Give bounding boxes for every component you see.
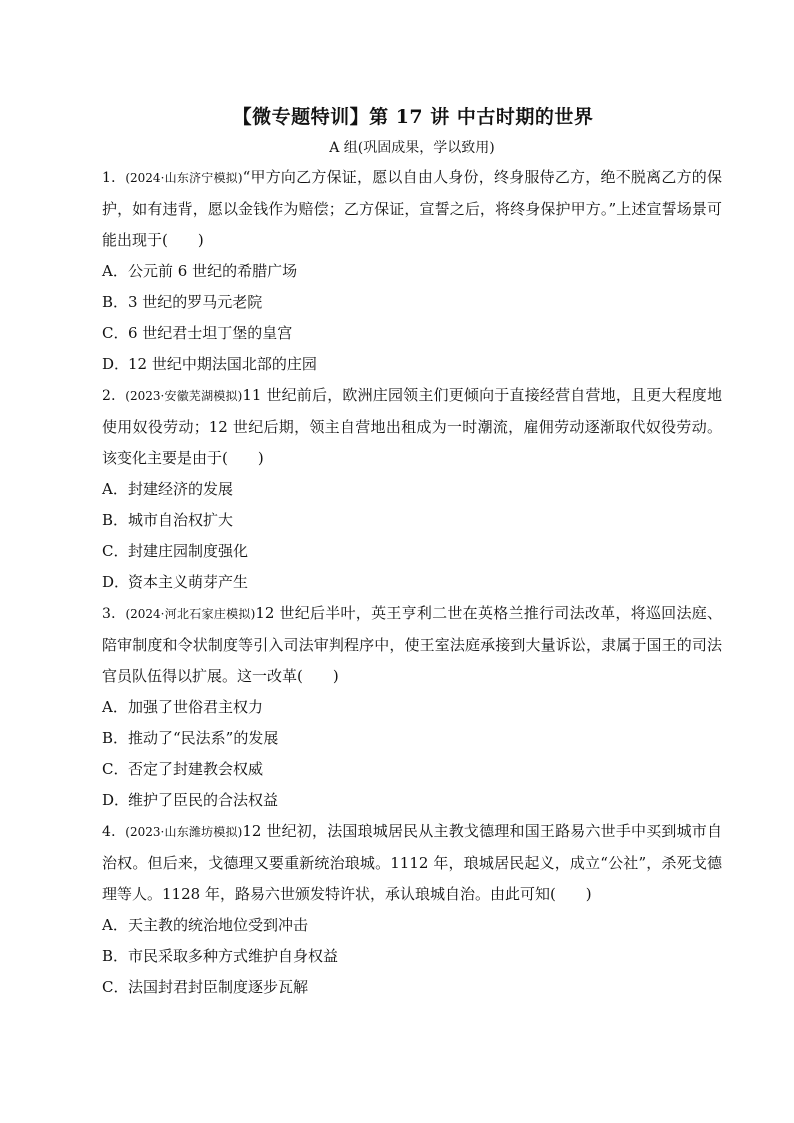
option-text: 天主教的统治地位受到冲击 [128, 916, 309, 934]
answer-option [102, 692, 722, 723]
question-item [102, 162, 722, 380]
option-letter: B． [102, 293, 129, 311]
question-source: (2024·河北石家庄模拟) [125, 607, 256, 621]
question-source: (2024·山东济宁模拟) [125, 171, 243, 185]
answer-option [102, 941, 722, 972]
document-page [102, 104, 722, 1003]
answer-option [102, 505, 722, 536]
option-letter: D． [102, 791, 130, 809]
question-stem [102, 598, 722, 692]
answer-option [102, 318, 722, 349]
option-letter: B． [102, 947, 129, 965]
option-text: 资本主义萌芽产生 [128, 573, 249, 591]
option-letter: D． [102, 355, 130, 373]
question-item [102, 598, 722, 816]
option-text: 6 世纪君士坦丁堡的皇宫 [128, 324, 293, 342]
question-text: 12 世纪后半叶，英王亨利二世在英格兰推行司法改革，将巡回法庭、陪审制度和令状制度等引入司法审判程序中，使王室法庭承接到大量诉讼，隶属于国王的司法官员队伍得以扩展。这一改革( ) [102, 604, 722, 685]
option-text: 加强了世俗君主权力 [128, 698, 264, 716]
question-text: 11 世纪前后，欧洲庄园领主们更倾向于直接经营自营地，且更大程度地使用奴役劳动；12 世纪后期，领主自营地出租成为一时潮流，雇佣劳动逐渐取代奴役劳动。该变化主要是由于( ) [102, 386, 723, 467]
option-letter: A． [102, 698, 128, 716]
answer-option [102, 567, 722, 598]
question-source: (2023·安徽芜湖模拟) [125, 389, 243, 403]
option-letter: B． [102, 729, 129, 747]
question-number: 2． [102, 388, 126, 404]
answer-option [102, 723, 722, 754]
answer-option [102, 754, 722, 785]
question-list [102, 162, 722, 1003]
option-letter: C． [102, 978, 129, 996]
document-title: 【微专题特训】第 17 讲 中古时期的世界 [232, 106, 594, 128]
question-number: 4． [102, 824, 126, 840]
option-letter: C． [102, 324, 129, 342]
option-letter: C． [102, 542, 129, 560]
option-letter: C． [102, 760, 129, 778]
option-text: 维护了臣民的合法权益 [128, 791, 279, 809]
question-number: 1． [102, 170, 126, 186]
question-stem [102, 816, 722, 910]
option-letter: A． [102, 480, 128, 498]
answer-option [102, 910, 722, 941]
option-text: 推动了“民法系”的发展 [128, 729, 279, 747]
question-text: 12 世纪初，法国琅城居民从主教戈德理和国王路易六世手中买到城市自治权。但后来，戈德理又要重新统治琅城。1112 年，琅城居民起义，成立“公社”，杀死戈德理等人。1128 年，路易六世颁发特许状，承认琅城自治。由此可知( ) [102, 822, 723, 903]
answer-option [102, 972, 722, 1003]
question-item [102, 816, 722, 1003]
question-stem [102, 162, 722, 256]
answer-option [102, 474, 722, 505]
answer-option [102, 349, 722, 380]
option-text: 封建经济的发展 [128, 480, 234, 498]
section-subtitle: A 组(巩固成果，学以致用) [329, 140, 495, 156]
question-stem [102, 380, 722, 474]
option-letter: B． [102, 511, 129, 529]
option-text: 市民采取多种方式维护自身权益 [128, 947, 339, 965]
question-item [102, 380, 722, 598]
option-letter: A． [102, 262, 128, 280]
question-number: 3． [102, 606, 126, 622]
option-text: 公元前 6 世纪的希腊广场 [128, 262, 298, 280]
option-text: 3 世纪的罗马元老院 [128, 293, 263, 311]
question-source: (2023·山东潍坊模拟) [125, 825, 243, 839]
option-letter: D． [102, 573, 130, 591]
option-text: 封建庄园制度强化 [128, 542, 249, 560]
question-text: “甲方向乙方保证，愿以自由人身份，终身服侍乙方，绝不脱离乙方的保护，如有违背，愿以金钱作为赔偿；乙方保证，宣誓之后，将终身保护甲方。”上述宣誓场景可能出现于( ) [102, 168, 722, 249]
answer-option [102, 785, 722, 816]
option-text: 12 世纪中期法国北部的庄园 [128, 355, 317, 373]
answer-option [102, 256, 722, 287]
option-text: 法国封君封臣制度逐步瓦解 [128, 978, 309, 996]
answer-option [102, 536, 722, 567]
option-letter: A． [102, 916, 128, 934]
answer-option [102, 287, 722, 318]
option-text: 城市自治权扩大 [128, 511, 234, 529]
option-text: 否定了封建教会权威 [128, 760, 264, 778]
